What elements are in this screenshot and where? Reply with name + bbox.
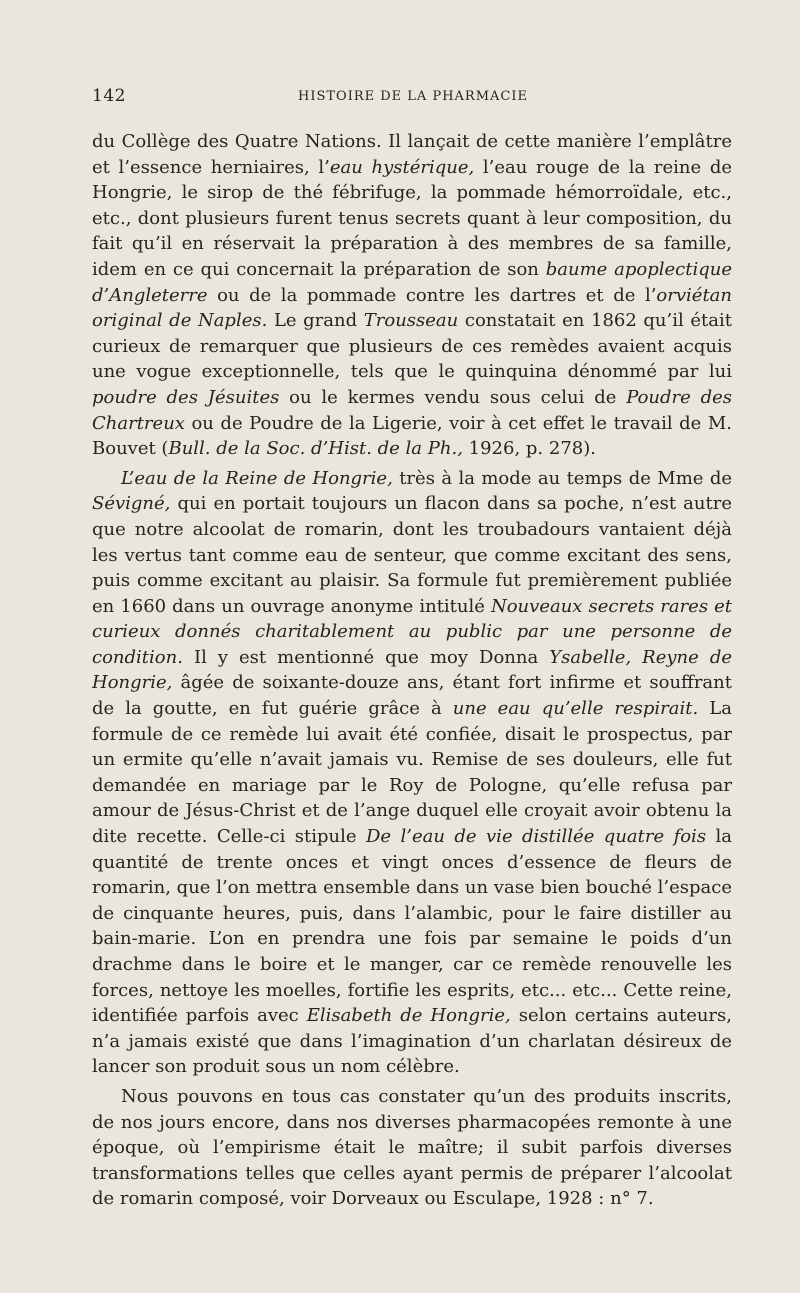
italic-text: Elisabeth de Hongrie, [306,1005,511,1027]
paragraph [92,129,732,462]
body-text [92,129,732,1212]
italic-text: Nouveaux secrets rares et curieux donnés charitablement au public par une personne de condition. [92,595,732,668]
italic-text: baume apoplectique d’Angleterre [92,258,732,306]
italic-text: De l’eau de vie distillée quatre fois [366,826,707,848]
text-run: ou de Poudre de la Ligerie, voir à cet effet le travail de M. Bouvet ( [92,412,732,460]
italic-text: L’eau de la Reine de Hongrie, [121,467,393,489]
page-header [92,86,728,110]
text-run: constatait en 1862 qu’il était curieux de remarquer que plusieurs de ces remèdes avaient acquis une vogue exceptionnelle, tels que le quinquina dénommé par lui [92,310,732,383]
running-title: HISTOIRE DE LA PHARMACIE [298,89,528,104]
text-run: La formule de ce remède lui avait été confiée, disait le prospectus, par un ermite qu’elle n’avait jamais vu. Remise de ses douleurs, elle fut demandée en mariage par le Roy de Pologne, qu’elle refusa par amour de Jésus-Christ et de l’ange duquel elle croyait avoir obtenu la dite recette. Celle-ci stipule [92,698,732,848]
text-run: la quantité de trente onces et vingt onces d’essence de fleurs de romarin, que l’on mettra ensemble dans un vase bien bouché l’espace de cinquante heures, puis, dans l’alambic, pour le faire distiller au bain-marie. L’on en prendra une fois par semaine le poids d’un drachme dans le boire et le manger, car ce remède renouvelle les forces, nettoye les moelles, fortifie les esprits, etc... etc... Cette reine, identifiée parfois avec [92,826,732,1027]
text-run: 1926, p. 278). [462,438,596,460]
italic-text: eau hystérique, [329,156,475,178]
italic-text: Ysabelle, Reyne de Hongrie, [92,646,732,694]
text-run: Il y est mentionné que moy Donna [182,646,550,668]
text-run: du Collège des Quatre Nations. Il lançait de cette manière l’emplâtre et l’essence herniaires, l’ [92,131,732,178]
paragraph [92,1084,732,1212]
paragraph [92,466,732,1080]
italic-text: poudre des Jésuites [92,386,280,408]
page-number: 142 [92,86,126,106]
text-run: l’eau rouge de la reine de Hongrie, le sirop de thé fébrifuge, la pommade hémorroïdale, etc., etc., dont plusieurs furent tenus secrets quant à leur composition, du fait qu’il en réservait la préparation à des membres de sa famille, idem en ce qui concernait la préparation de son [92,156,733,280]
text-run: qui en portait toujours un flacon dans sa poche, n’est autre que notre alcoolat de romarin, dont les troubadours vantaient déjà les vertus tant comme eau de senteur, que comme excitant des sens, puis comme excitant au plaisir. Sa formule fut premièrement publiée en 1660 dans un ouvrage anonyme intitulé [92,493,732,617]
text-run: selon certains auteurs, n’a jamais existé que dans l’imagination d’un charlatan désireux de lancer son produit sous un nom célèbre. [92,1005,732,1078]
text-run: âgée de soixante-douze ans, étant fort infirme et souffrant de la goutte, en fut guérie grâce à [92,672,732,720]
italic-text: Sévigné, [92,493,171,515]
text-run: ou le kermes vendu sous celui de [279,386,627,408]
text-run: ou de la pommade contre les dartres et de l’ [207,284,657,306]
italic-text: une eau qu’elle respirait. [452,698,699,720]
italic-text: orviétan original de Naples. [92,284,732,332]
text-run: Le grand [267,310,364,332]
text-run: très à la mode au temps de Mme de [392,467,733,489]
italic-text: Bull. de la Soc. d’Hist. de la Ph., [168,438,463,460]
italic-text: Poudre des Chartreux [92,386,732,434]
italic-text: Trousseau [363,310,459,332]
text-run: Nous pouvons en tous cas constater qu’un des produits inscrits, de nos jours encore, dans nos diverses pharmacopées remonte à une époque, où l’empirisme était le maître; il subit parfois diverses transformations telles que celles ayant permis de préparer l’alcoolat de romarin composé, voir Dorveaux ou Esculape, 1928 : n° 7. [92,1085,732,1210]
